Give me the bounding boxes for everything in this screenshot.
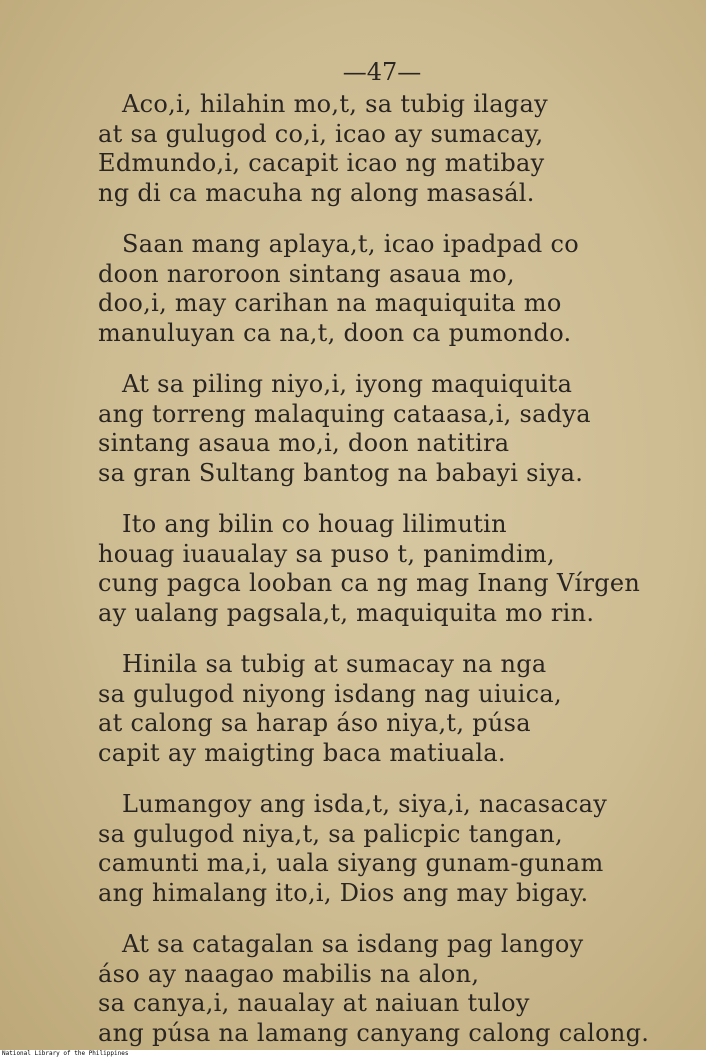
verse-line: Saan mang aplaya,t, icao ipadpad co bbox=[122, 230, 579, 258]
verse-line: Lumangoy ang isda,t, siya,i, nacasacay bbox=[122, 790, 608, 818]
verse-line: Aco,i, hilahin mo,t, sa tubig ilagay bbox=[122, 90, 548, 118]
page-number: —47— bbox=[342, 58, 422, 86]
verse-line: capit ay maigting baca matiuala. bbox=[98, 738, 506, 767]
footer-strip bbox=[0, 1050, 706, 1058]
poem-body bbox=[96, 90, 686, 1050]
verse-line: sa gulugod niyong isdang nag uiuica, bbox=[98, 679, 562, 708]
verse-line: ay ualang pagsala,t, maquiquita mo rin. bbox=[98, 598, 595, 627]
stanza bbox=[96, 90, 686, 208]
stanza bbox=[96, 930, 686, 1048]
verse-line: sintang asaua mo,i, doon natitira bbox=[98, 429, 510, 457]
verse-line: At sa piling niyo,i, iyong maquiquita bbox=[122, 370, 573, 398]
verse-line: doon naroroon sintang asaua mo, bbox=[98, 259, 515, 288]
verse-line: at calong sa harap áso niya,t, púsa bbox=[98, 709, 531, 737]
verse-line: sa gulugod niya,t, sa palicpic tangan, bbox=[98, 819, 563, 848]
verse-line: sa gran Sultang bantog na babayi siya. bbox=[98, 458, 584, 487]
stanza bbox=[96, 510, 686, 628]
stanza bbox=[96, 370, 686, 488]
verse-line: at sa gulugod co,i, icao ay sumacay, bbox=[98, 119, 544, 148]
stanza bbox=[96, 650, 686, 768]
library-credit: National Library of the Philippines bbox=[2, 1050, 129, 1057]
verse-line: Hinila sa tubig at sumacay na nga bbox=[122, 650, 547, 678]
verse-line: sa canya,i, naualay at naiuan tuloy bbox=[98, 989, 530, 1017]
verse-line: áso ay naagao mabilis na alon, bbox=[98, 959, 480, 988]
verse-line: ang torreng malaquing cataasa,i, sadya bbox=[98, 399, 591, 428]
verse-line: Ito ang bilin co houag lilimutin bbox=[122, 510, 507, 538]
verse-line: Edmundo,i, cacapit icao ng matibay bbox=[98, 149, 545, 177]
verse-line: ang púsa na lamang canyang calong calong. bbox=[98, 1018, 650, 1047]
verse-line: cung pagca looban ca ng mag Inang Vírgen bbox=[98, 569, 641, 597]
stanza bbox=[96, 230, 686, 348]
verse-line: ang himalang ito,i, Dios ang may bigay. bbox=[98, 878, 589, 907]
verse-line: camunti ma,i, uala siyang gunam-gunam bbox=[98, 849, 604, 877]
verse-line: houag iuaualay sa puso t, panimdim, bbox=[98, 539, 555, 568]
verse-line: At sa catagalan sa isdang pag langoy bbox=[122, 930, 584, 958]
stanza bbox=[96, 790, 686, 908]
verse-line: ng di ca macuha ng along masasál. bbox=[98, 178, 535, 207]
verse-line: doo,i, may carihan na maquiquita mo bbox=[98, 289, 562, 317]
verse-line: manuluyan ca na,t, doon ca pumondo. bbox=[98, 318, 572, 347]
